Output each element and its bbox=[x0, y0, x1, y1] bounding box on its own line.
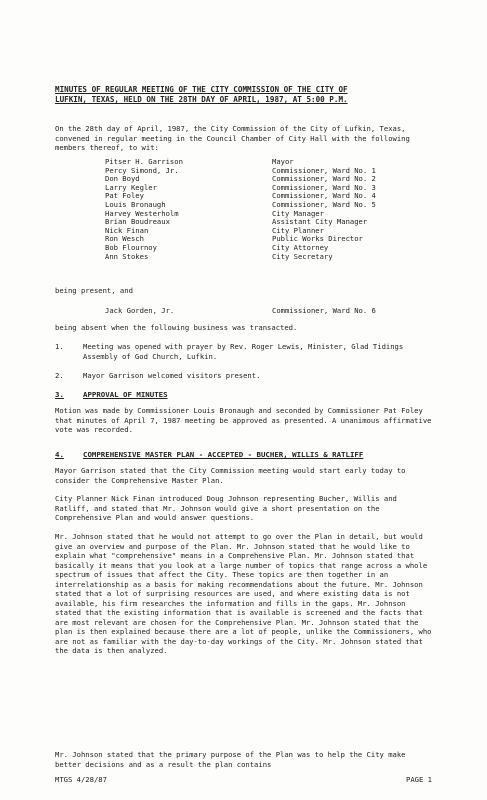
attendee-title: City Attorney bbox=[272, 242, 329, 252]
title-line-2: LUFKIN, TEXAS, HELD ON THE 28TH DAY OF APRIL, 1987, AT 5:00 P.M. bbox=[55, 95, 348, 104]
attendee-title: City Manager bbox=[272, 208, 324, 218]
absent-note: being absent when the following business was transacted. bbox=[55, 323, 298, 332]
section-heading-text: COMPREHENSIVE MASTER PLAN - ACCEPTED - BUCHER, WILLIS & RATLIFF bbox=[83, 450, 364, 459]
being-present-text: being present, and bbox=[55, 286, 133, 295]
title-line-1: MINUTES OF REGULAR MEETING OF THE CITY COMMISSION OF THE CITY OF bbox=[55, 85, 348, 94]
absent-member-row bbox=[105, 306, 445, 315]
attendee-name: Nick Finan bbox=[105, 225, 149, 235]
paragraph: Mr. Johnson stated that the primary purpose of the Plan was to help the City make better decisions and as a result the plan contains bbox=[55, 750, 406, 769]
attendee-row bbox=[105, 218, 405, 227]
paragraph: City Planner Nick Finan introduced Doug Johnson representing Bucher, Willis and Ratliff, and stated that Mr. Johnson would give a short presentation on the Comprehensive Plan and would answer questions. bbox=[55, 494, 397, 522]
footer-meeting-date: MTGS 4/28/87 bbox=[55, 775, 107, 784]
attendee-name: Bob Flournoy bbox=[105, 242, 157, 252]
attendee-title: Commissioner, Ward No. 3 bbox=[272, 182, 376, 192]
agenda-item-number: 1. bbox=[55, 342, 64, 351]
attendee-name: Louis Bronaugh bbox=[105, 199, 166, 209]
attendee-title: Commissioner, Ward No. 4 bbox=[272, 191, 376, 201]
section-heading-text: APPROVAL OF MINUTES bbox=[83, 390, 168, 399]
section-number: 4. bbox=[55, 450, 64, 459]
attendee-name: Pitser H. Garrison bbox=[105, 157, 183, 166]
page-footer bbox=[55, 775, 432, 784]
agenda-item bbox=[55, 371, 435, 381]
attendee-name: Ann Stokes bbox=[105, 251, 149, 261]
attendee-title: Commissioner, Ward No. 1 bbox=[272, 165, 376, 175]
attendee-title: Commissioner, Ward No. 2 bbox=[272, 174, 376, 184]
agenda-item-number: 2. bbox=[55, 371, 64, 380]
attendee-name: Ron Wesch bbox=[105, 234, 144, 244]
attendee-name: Larry Kegler bbox=[105, 182, 157, 192]
attendee-row bbox=[105, 244, 405, 253]
agenda-item-text: Meeting was opened with prayer by Rev. Roger Lewis, Minister, Glad Tidings Assembly of God Church, Lufkin. bbox=[83, 342, 404, 361]
attendee-title: Commissioner, Ward No. 5 bbox=[272, 199, 376, 209]
footer-page-number: PAGE 1 bbox=[406, 775, 432, 784]
attendee-title: Public Works Director bbox=[272, 234, 363, 244]
section-heading bbox=[55, 390, 435, 399]
section-number: 3. bbox=[55, 390, 64, 399]
agenda-item bbox=[55, 342, 435, 361]
attendee-name: Pat Foley bbox=[105, 191, 144, 201]
absent-member-name: Jack Gorden, Jr. bbox=[105, 306, 175, 315]
attendee-title: Mayor bbox=[272, 157, 294, 166]
attendee-name: Harvey Westerholm bbox=[105, 208, 179, 218]
attendee-title: Assistant City Manager bbox=[272, 217, 368, 227]
section-heading bbox=[55, 450, 435, 459]
document-title bbox=[55, 85, 435, 105]
attendee-name: Percy Simond, Jr. bbox=[105, 165, 179, 175]
attendee-row bbox=[105, 253, 405, 262]
paragraph: Mayor Garrison stated that the City Commission meeting would start early today to consider the Comprehensive Master Plan. bbox=[55, 466, 406, 485]
absent-member-title: Commissioner, Ward No. 6 bbox=[272, 306, 376, 315]
attendee-title: City Secretary bbox=[272, 251, 333, 261]
paragraph: Mr. Johnson stated that he would not attempt to go over the Plan in detail, but would give an overview and purpose of the Plan. Mr. Johnson stated that he would like to explain what "comprehensive" means in a Comprehensive Plan. Mr. Johnson stated that basically it means that you look at a large number of topics that range across a whole spectrum of issues that affect the City. These topics are then together in an interrelationship as a basis for making recommendations about the future. Mr. Johnson stated that a lot of surprising resources are used, and where existing data is not available, his firm researches the information and fills in the gaps. Mr. Johnson stated that the existing information that is available is screened and the facts that are most relevant are chosen for the Comprehensive Plan. Mr. Johnson stated that the plan is then explained because there are a lot of people, unlike the Commissioners, who are not as familiar with the day-to-day workings of the City. Mr. Johnson stated that the data is then analyzed. bbox=[55, 532, 432, 655]
motion-paragraph: Motion was made by Commissioner Louis Bronaugh and seconded by Commissioner Pat Foley that minutes of April 7, 1987 meeting be approved as presented. A unanimous affirmative vote was recorded. bbox=[55, 406, 432, 434]
intro-paragraph: On the 28th day of April, 1987, the City Commission of the City of Lufkin, Texas, convened in regular meeting in the Council Chamber of City Hall with the following members thereof, to wit: bbox=[55, 124, 410, 152]
attendee-title: City Planner bbox=[272, 225, 324, 235]
attendee-name: Brian Boudreaux bbox=[105, 217, 170, 227]
agenda-item-text: Mayor Garrison welcomed visitors present. bbox=[83, 371, 261, 380]
attendee-roster bbox=[105, 158, 405, 261]
attendee-name: Don Boyd bbox=[105, 174, 140, 184]
